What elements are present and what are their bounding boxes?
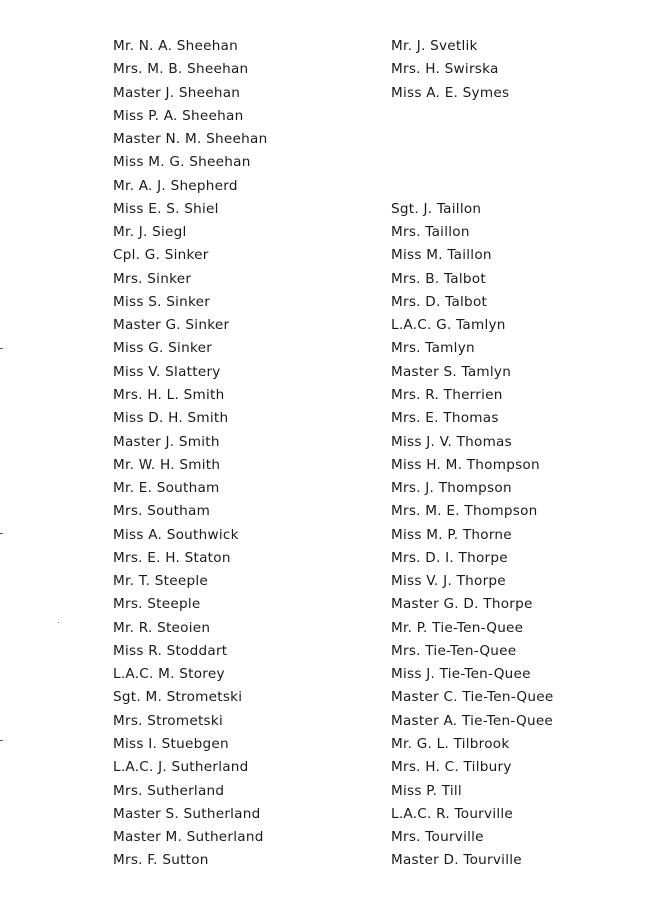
name-entry: Master G. Sinker bbox=[113, 317, 230, 334]
blank-entry bbox=[391, 177, 636, 200]
name-entry: Miss G. Sinker bbox=[113, 340, 213, 357]
name-entry: Mrs. M. E. Thompson bbox=[391, 503, 538, 520]
blank-entry bbox=[391, 107, 636, 130]
name-entry: Master S. Tamlyn bbox=[391, 363, 512, 380]
name-entry: Miss V. Slattery bbox=[113, 363, 221, 380]
name-entry: Mr. R. Steoien bbox=[113, 619, 211, 636]
name-entry: L.A.C. J. Sutherland bbox=[113, 759, 249, 776]
name-list-right-column bbox=[391, 37, 636, 875]
name-entry: Mrs. M. B. Sheehan bbox=[113, 61, 249, 78]
name-entry: Master J. Sheehan bbox=[113, 84, 241, 101]
name-entry: Miss M. Taillon bbox=[391, 247, 492, 264]
name-entry: L.A.C. G. Tamlyn bbox=[391, 317, 506, 334]
name-entry: Mrs. Taillon bbox=[391, 224, 470, 241]
name-entry: Mrs. Steeple bbox=[113, 596, 201, 613]
name-entry: Mr. E. Southam bbox=[113, 480, 220, 497]
name-entry: Mr. J. Siegl bbox=[113, 224, 187, 241]
name-entry: Mrs. Southam bbox=[113, 503, 211, 520]
name-entry: Mrs. H. Swirska bbox=[391, 61, 499, 78]
name-entry: Mrs. H. C. Tilbury bbox=[391, 759, 512, 776]
name-entry: Sgt. J. Taillon bbox=[391, 200, 482, 217]
name-entry: Master N. M. Sheehan bbox=[113, 131, 268, 148]
name-entry: Miss A. E. Symes bbox=[391, 84, 510, 101]
name-entry: Master D. Tourville bbox=[391, 852, 522, 869]
name-entry: Mrs. Tourville bbox=[391, 829, 484, 846]
name-entry: Mrs. J. Thompson bbox=[391, 480, 512, 497]
name-entry: Miss J. V. Thomas bbox=[391, 433, 512, 450]
name-entry: Master G. D. Thorpe bbox=[391, 596, 533, 613]
name-entry: Mrs. Strometski bbox=[113, 712, 224, 729]
name-entry: Miss D. H. Smith bbox=[113, 410, 229, 427]
name-list-left-column bbox=[113, 37, 363, 875]
name-entry: Sgt. M. Strometski bbox=[113, 689, 243, 706]
name-entry: Mr. W. H. Smith bbox=[113, 456, 221, 473]
scan-margin-mark bbox=[0, 348, 3, 349]
name-entry: Master J. Smith bbox=[113, 433, 220, 450]
name-entry: Mr. G. L. Tilbrook bbox=[391, 735, 510, 752]
name-entry: Master C. Tie-Ten-Quee bbox=[391, 689, 554, 706]
name-entry: Master M. Sutherland bbox=[113, 829, 264, 846]
name-entry: Miss I. Stuebgen bbox=[113, 735, 229, 752]
scan-speck bbox=[58, 622, 59, 623]
name-entry: Mr. A. J. Shepherd bbox=[113, 177, 238, 194]
name-entry: Mrs. E. H. Staton bbox=[113, 549, 231, 566]
name-entry: Mrs. Sinker bbox=[113, 270, 192, 287]
blank-entry bbox=[391, 153, 636, 176]
name-entry: Miss R. Stoddart bbox=[113, 642, 228, 659]
name-entry: Miss E. S. Shiel bbox=[113, 200, 219, 217]
name-entry: Miss M. G. Sheehan bbox=[113, 154, 251, 171]
name-entry: Cpl. G. Sinker bbox=[113, 247, 209, 264]
name-entry: Miss H. M. Thompson bbox=[391, 456, 540, 473]
name-entry: Mrs. R. Therrien bbox=[391, 386, 503, 403]
name-entry: Mrs. Sutherland bbox=[113, 782, 225, 799]
name-entry: Miss V. J. Thorpe bbox=[391, 573, 506, 590]
name-entry: Miss P. A. Sheehan bbox=[113, 107, 244, 124]
name-entry: L.A.C. M. Storey bbox=[113, 666, 225, 683]
name-entry: Mrs. D. Talbot bbox=[391, 293, 488, 310]
name-entry: Miss M. P. Thorne bbox=[391, 526, 512, 543]
name-entry: Master A. Tie-Ten-Quee bbox=[391, 712, 554, 729]
name-entry: Miss S. Sinker bbox=[113, 293, 211, 310]
name-entry: Mrs. D. I. Thorpe bbox=[391, 549, 508, 566]
name-entry: Mr. J. Svetlik bbox=[391, 38, 478, 54]
name-entry: Mrs. E. Thomas bbox=[391, 410, 499, 427]
name-entry: Master S. Sutherland bbox=[113, 805, 261, 822]
name-entry: Mr. N. A. Sheehan bbox=[113, 38, 239, 54]
name-entry: Mrs. Tamlyn bbox=[391, 340, 475, 357]
name-entry: Mr. T. Steeple bbox=[113, 573, 208, 590]
name-entry: Mrs. B. Talbot bbox=[391, 270, 486, 287]
scan-margin-mark bbox=[0, 533, 3, 534]
name-entry: Mrs. Tie-Ten-Quee bbox=[391, 642, 517, 659]
name-entry: Miss J. Tie-Ten-Quee bbox=[391, 666, 531, 683]
name-entry: Miss A. Southwick bbox=[113, 526, 239, 543]
name-entry: Mr. P. Tie-Ten-Quee bbox=[391, 619, 524, 636]
name-entry: Mrs. F. Sutton bbox=[113, 852, 209, 869]
blank-entry bbox=[391, 130, 636, 153]
name-entry: Miss P. Till bbox=[391, 782, 462, 799]
scan-margin-mark bbox=[0, 740, 3, 741]
name-entry: Mrs. H. L. Smith bbox=[113, 386, 225, 403]
name-entry: L.A.C. R. Tourville bbox=[391, 805, 514, 822]
